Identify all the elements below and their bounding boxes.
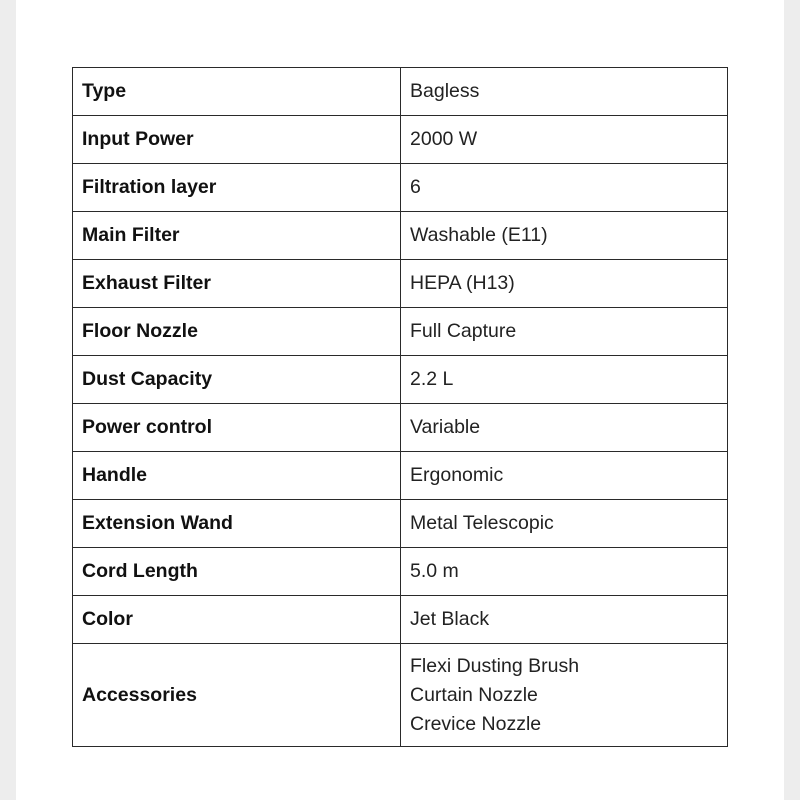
spec-label: Cord Length bbox=[73, 548, 401, 596]
table-row bbox=[73, 404, 728, 452]
table-row bbox=[73, 644, 728, 747]
spec-value-line: Jet Black bbox=[410, 608, 490, 630]
spec-value-line: Bagless bbox=[410, 80, 480, 102]
spec-value-line: 6 bbox=[410, 176, 421, 198]
spec-value-line: HEPA (H13) bbox=[410, 272, 515, 294]
spec-label: Color bbox=[73, 596, 401, 644]
spec-table bbox=[72, 67, 728, 747]
table-row bbox=[73, 452, 728, 500]
table-row bbox=[73, 596, 728, 644]
spec-value bbox=[401, 404, 728, 452]
table-row bbox=[73, 356, 728, 404]
table-row bbox=[73, 260, 728, 308]
spec-value-line: Ergonomic bbox=[410, 464, 504, 486]
spec-value bbox=[401, 596, 728, 644]
spec-value bbox=[401, 356, 728, 404]
table-row bbox=[73, 116, 728, 164]
spec-value-line: Metal Telescopic bbox=[410, 512, 554, 534]
spec-value-line: Curtain Nozzle bbox=[410, 683, 538, 706]
spec-label: Type bbox=[73, 68, 401, 116]
spec-value bbox=[401, 68, 728, 116]
spec-value bbox=[401, 260, 728, 308]
spec-label: Main Filter bbox=[73, 212, 401, 260]
spec-value-line: Variable bbox=[410, 416, 481, 438]
table-row bbox=[73, 212, 728, 260]
spec-value-line: Full Capture bbox=[410, 320, 517, 342]
spec-label: Floor Nozzle bbox=[73, 308, 401, 356]
spec-value bbox=[401, 452, 728, 500]
spec-label: Accessories bbox=[73, 644, 401, 747]
spec-label: Input Power bbox=[73, 116, 401, 164]
spec-value bbox=[401, 500, 728, 548]
spec-value bbox=[401, 548, 728, 596]
spec-value bbox=[401, 644, 728, 747]
spec-value-line: Flexi Dusting Brush bbox=[410, 654, 580, 677]
spec-label: Filtration layer bbox=[73, 164, 401, 212]
spec-value bbox=[401, 164, 728, 212]
table-row bbox=[73, 68, 728, 116]
spec-value-line: 2.2 L bbox=[410, 368, 454, 390]
spec-label: Extension Wand bbox=[73, 500, 401, 548]
spec-value bbox=[401, 308, 728, 356]
spec-value-line: Washable (E11) bbox=[410, 224, 548, 246]
spec-label: Power control bbox=[73, 404, 401, 452]
spec-label: Dust Capacity bbox=[73, 356, 401, 404]
table-row bbox=[73, 164, 728, 212]
table-row bbox=[73, 308, 728, 356]
table-row bbox=[73, 500, 728, 548]
spec-value bbox=[401, 116, 728, 164]
spec-value bbox=[401, 212, 728, 260]
spec-value-line: 2000 W bbox=[410, 128, 478, 150]
spec-label: Exhaust Filter bbox=[73, 260, 401, 308]
spec-value-line: 5.0 m bbox=[410, 560, 459, 582]
table-row bbox=[73, 548, 728, 596]
spec-value-line: Crevice Nozzle bbox=[410, 712, 542, 735]
spec-label: Handle bbox=[73, 452, 401, 500]
